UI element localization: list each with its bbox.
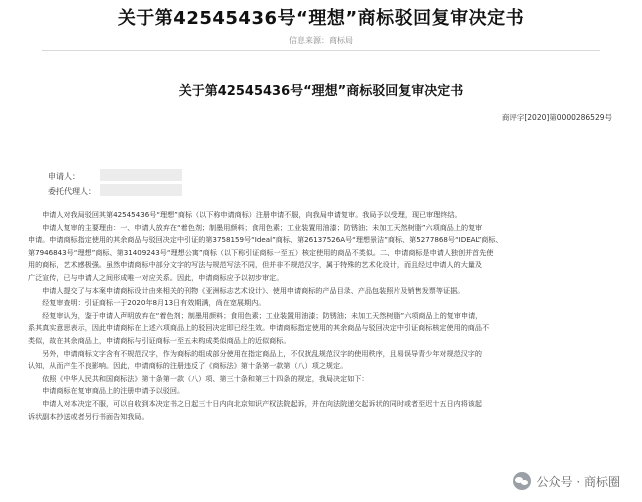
source-line: 信息来源：商标局 [289, 36, 353, 45]
paragraph: 经复审查明：引证商标一于2020年8月13日有效期满，尚在宽展期内。 [42, 298, 266, 308]
paragraph-cont: 系其真实意思表示，因此申请商标在上述六项商品上的驳回决定即已经生效。申请商标指定使用的其余商品与驳回决定中引证商标核定使用的商品不 [28, 323, 490, 333]
document-number: 商评字[2020]第0000286529号 [501, 113, 612, 122]
paragraph: 申请人复审的主要理由：一、申请人放弃在“着色剂；制墨用颜料；食用色素；工业装置用油漆；防锈油；未加工天然树脂”六项商品上的复审 [42, 222, 483, 232]
paragraph-cont: 认知，从而产生不良影响。因此，申请商标的注册违反了《商标法》第十条第一款第（八）项之规定。 [28, 361, 348, 371]
watermark-text: 公众号 · 商标圈 [536, 474, 620, 489]
paragraph-cont: 诉状副本抄送或者另行书面告知我局。 [28, 411, 149, 421]
page-title: 关于第42545436号“理想”商标驳回复审决定书 [117, 8, 525, 29]
paragraph-cont: 类似，故在其余商品上，申请商标与引证商标一至五未构成类似商品上的近似商标。 [28, 335, 291, 345]
paragraph: 申请商标在复审商品上的注册申请予以驳回。 [42, 386, 185, 396]
agent-label: 委托代理人： [48, 187, 96, 196]
paragraph: 另外，申请商标文字含有不规范汉字，作为商标的组成部分使用在指定商品上，不仅扰乱规范汉字的使用秩序，且易误导青少年对规范汉字的 [42, 348, 482, 358]
decision-body [28, 209, 594, 423]
paragraph: 经复审认为，鉴于申请人声明放弃在“着色剂；制墨用颜料；食用色素；工业装置用油漆；防锈油；未加工天然树脂”六项商品上的复审申请， [42, 310, 483, 320]
divider [42, 50, 600, 51]
paragraph: 申请人对我局驳回其第42545436号“理想”商标（以下称申请商标）注册申请不服，向我局申请复审。我局予以受理，现已审理终结。 [42, 210, 462, 219]
wechat-icon [513, 472, 531, 490]
applicant-label: 申请人： [48, 172, 80, 181]
watermark [507, 470, 626, 492]
paragraph: 申请人提交了与本案申请商标设计由来相关的刊物《亚洲标志艺术设计》、使用申请商标的产品目录、产品包装照片及销售发票等证据。 [42, 285, 465, 295]
paragraph-cont: 广泛宣传，已与申请人之间形成唯一对应关系。因此，申请商标应予以初步审定。 [28, 272, 284, 282]
paragraph-cont: 用的商标，艺术感极强。虽然申请商标中部分文字的写法与规范写法不同，但并非不规范汉字，属于特殊的艺术化设计，而且经过申请人的大量及 [28, 260, 482, 270]
applicant-redaction [100, 169, 182, 181]
document-title: 关于第42545436号“理想”商标驳回复审决定书 [178, 84, 464, 99]
agent-redaction [100, 184, 182, 196]
paragraph: 申请人对本决定不服，可以自收到本决定书之日起三十日内向北京知识产权法院起诉，并在向法院递交起诉状的同时或者至迟十五日内将该起 [42, 398, 482, 408]
paragraph-cont: 第7946843号“理想”商标、第31409243号“理想公寓”商标（以下称引证商标一至五）核定使用的商品不类似。二、申请商标是申请人独创并首先使 [28, 247, 494, 257]
paragraph: 依照《中华人民共和国商标法》第十条第一款（八）项、第三十条和第三十四条的规定，我局决定如下： [42, 373, 369, 383]
paragraph-cont: 申请。申请商标指定使用的其余商品与驳回决定中引证的第3758159号“Ideal”商标、第26137526A号“理想景洁”商标、第5277868号“IDEAL”商标、 [28, 235, 503, 245]
